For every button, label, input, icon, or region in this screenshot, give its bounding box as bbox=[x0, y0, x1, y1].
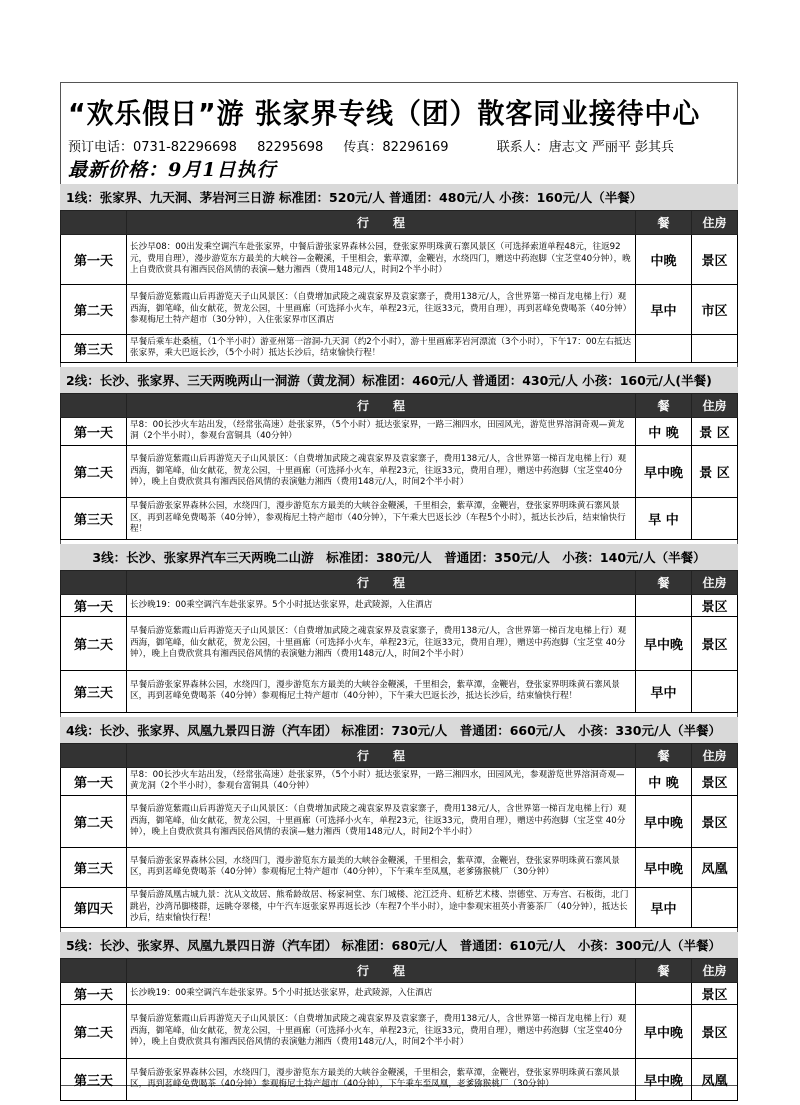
table-row bbox=[61, 670, 738, 712]
header-meal: 餐 bbox=[636, 743, 692, 767]
route-title: 5线：长沙、张家界、凤凰九景四日游（汽车团） 标准团：680元/人 普通团：610元/人 小孩：300元/人（半餐） bbox=[60, 932, 738, 958]
table-header-row bbox=[61, 743, 738, 767]
header-blank bbox=[61, 743, 127, 767]
meal-info: 早中晚 bbox=[636, 1058, 692, 1100]
itinerary-description: 长沙晚19：00乘空调汽车赴张家界。5个小时抵达张家界，赴武陵源，入住酒店 bbox=[127, 982, 636, 1004]
day-label: 第三天 bbox=[61, 335, 127, 363]
header-meal: 餐 bbox=[636, 393, 692, 417]
table-header-row bbox=[61, 393, 738, 417]
table-row bbox=[61, 982, 738, 1004]
page-title: “欢乐假日”游 张家界专线（团）散客同业接待中心 bbox=[68, 97, 701, 130]
table-row bbox=[61, 795, 738, 847]
accommodation: 景 区 bbox=[692, 445, 738, 497]
meal-info: 中晚 bbox=[636, 235, 692, 285]
meal-info: 早中 bbox=[636, 670, 692, 712]
accommodation bbox=[692, 335, 738, 363]
header-itinerary: 行 程 bbox=[127, 393, 636, 417]
table-row bbox=[61, 445, 738, 497]
day-label: 第三天 bbox=[61, 670, 127, 712]
day-label: 第三天 bbox=[61, 847, 127, 887]
itinerary-description: 早8：00长沙火车站出发，（经常张高速）赴张家界，（5个小时）抵达张家界，一路三湘四水，田园风光，参观游览世界溶洞奇观—黄龙洞（2个半小时），参观台富铜具（40分钟） bbox=[127, 767, 636, 795]
meal-info: 中 晚 bbox=[636, 417, 692, 445]
meal-info: 早中 bbox=[636, 285, 692, 335]
route-section bbox=[60, 367, 738, 540]
accommodation bbox=[692, 497, 738, 539]
meal-info: 早 中 bbox=[636, 497, 692, 539]
header-blank bbox=[61, 393, 127, 417]
meal-info bbox=[636, 594, 692, 616]
route-section bbox=[60, 544, 738, 713]
accommodation: 景区 bbox=[692, 594, 738, 616]
header-stay: 住房 bbox=[692, 743, 738, 767]
day-label: 第二天 bbox=[61, 1004, 127, 1058]
table-row bbox=[61, 594, 738, 616]
header-stay: 住房 bbox=[692, 958, 738, 982]
itinerary-description: 早餐后游张家界森林公园，水绕四门，漫步游览东方最美的大峡谷金鞭溪，千里相会，紫草潭，金鞭岩，登张家界明珠黄石寨风景区，再到茗峰免费喝茶（40分钟）参观梅尼土特产超市（40分钟），下午乘车至凤凰，老爹猕猴桃厂（30分钟） bbox=[127, 1058, 636, 1100]
header-itinerary: 行 程 bbox=[127, 958, 636, 982]
day-label: 第三天 bbox=[61, 1058, 127, 1100]
route-section bbox=[60, 717, 738, 928]
routes-list bbox=[60, 184, 738, 1105]
day-label: 第一天 bbox=[61, 982, 127, 1004]
day-label: 第二天 bbox=[61, 445, 127, 497]
meal-info bbox=[636, 982, 692, 1004]
accommodation: 景区 bbox=[692, 235, 738, 285]
table-row bbox=[61, 335, 738, 363]
itinerary-description: 早餐后乘车赴桑植，（1个半小时）游亚州第一溶洞-九天洞（约2个小时），游十里画廊茅岩河漂流（3个小时），下午17：00左右抵达张家界，乘大巴返长沙，（5个小时）抵达长沙后，结束愉快行程！ bbox=[127, 335, 636, 363]
table-row bbox=[61, 235, 738, 285]
route-title: 2线：长沙、张家界、三天两晚两山一洞游（黄龙洞）标准团：460元/人 普通团：430元/人 小孩：160元/人(半餐) bbox=[60, 367, 738, 393]
table-header-row bbox=[61, 958, 738, 982]
header bbox=[68, 92, 736, 182]
day-label: 第二天 bbox=[61, 616, 127, 670]
route-title: 3线：长沙、张家界汽车三天两晚二山游 标准团：380元/人 普通团：350元/人 小孩：140元/人（半餐） bbox=[60, 544, 738, 570]
meal-info: 早中晚 bbox=[636, 616, 692, 670]
accommodation: 景区 bbox=[692, 767, 738, 795]
header-blank bbox=[61, 570, 127, 594]
day-label: 第一天 bbox=[61, 767, 127, 795]
day-label: 第四天 bbox=[61, 887, 127, 927]
day-label: 第一天 bbox=[61, 235, 127, 285]
header-itinerary: 行 程 bbox=[127, 743, 636, 767]
table-row bbox=[61, 847, 738, 887]
itinerary-description: 早餐后游张家界森林公园，水绕四门，漫步游览东方最美的大峡谷金鞭溪，千里相会，紫草潭，金鞭岩，登张家界明珠黄石寨风景区，再到茗峰免费喝茶（40分钟）参观梅尼土特产超市（40分钟），下午乘大巴返长沙，抵达长沙后，结束愉快行程！ bbox=[127, 670, 636, 712]
itinerary-description: 长沙晚19：00乘空调汽车赴张家界。5个小时抵达张家界，赴武陵源，入住酒店 bbox=[127, 594, 636, 616]
header-meal: 餐 bbox=[636, 958, 692, 982]
route-title: 1线：张家界、九天洞、茅岩河三日游 标准团：520元/人 普通团：480元/人 小孩：160元/人（半餐） bbox=[60, 184, 738, 210]
accommodation: 景区 bbox=[692, 616, 738, 670]
contact-line bbox=[68, 136, 736, 155]
table-row bbox=[61, 497, 738, 539]
route-title: 4线：长沙、张家界、凤凰九景四日游（汽车团） 标准团：730元/人 普通团：660元/人 小孩：330元/人（半餐） bbox=[60, 717, 738, 743]
itinerary-description: 早餐后游凤凰古城九景：沈从文故居、熊希龄故居、杨家祠堂、东门城楼、沱江泛舟、虹桥艺术楼、崇德堂、万寿宫、石板街，北门跳岩，沙湾吊脚楼群，远眺夺翠楼，中午汽车返张家界再返长沙（车程7个半小时），途中参观宋祖英小背篓茶厂（40分钟），抵达长沙后，结束愉快行程！ bbox=[127, 887, 636, 927]
table-row bbox=[61, 417, 738, 445]
header-blank bbox=[61, 211, 127, 235]
table-row bbox=[61, 887, 738, 927]
itinerary-description: 早餐后游张家界森林公园，水绕四门，漫步游览东方最美的大峡谷金鞭溪，千里相会，紫草潭，金鞭岩，登张家界明珠黄石寨风景区，再到茗峰免费喝茶（40分钟），参观梅尼土特产超市（40分钟），下午乘大巴返长沙（车程5个小时），抵达长沙后，结束愉快行程！ bbox=[127, 497, 636, 539]
meal-info: 早中 bbox=[636, 887, 692, 927]
header-itinerary: 行 程 bbox=[127, 211, 636, 235]
price-notice: 最新价格：9月1日执行 bbox=[68, 159, 277, 181]
header-stay: 住房 bbox=[692, 211, 738, 235]
table-row bbox=[61, 285, 738, 335]
accommodation: 凤凰 bbox=[692, 847, 738, 887]
itinerary-description: 早8：00长沙火车站出发，（经常张高速）赴张家界，（5个小时）抵达张家界，一路三湘四水，田园风光，游览世界溶洞奇观—黄龙洞（2个半小时），参观台富铜具（40分钟） bbox=[127, 417, 636, 445]
meal-info bbox=[636, 335, 692, 363]
itinerary-description: 早餐后游览紫霞山后再游览天子山风景区：（自费增加武陵之魂袁家界及袁家寨子，费用138元/人，含世界第一梯百龙电梯上行）观西海，御笔峰，仙女献花，贺龙公园，十里画廊（可选择小火车，单程23元，往返33元，费用自理），赠送中药泡脚（宝芝堂40分钟），晚上自费欣赏具有湘西民俗风情的表演魅力湘西（费用148元/人，时间2个半小时） bbox=[127, 445, 636, 497]
day-label: 第一天 bbox=[61, 594, 127, 616]
accommodation bbox=[692, 887, 738, 927]
table-header-row bbox=[61, 211, 738, 235]
accommodation: 凤凰 bbox=[692, 1058, 738, 1100]
accommodation: 景区 bbox=[692, 1004, 738, 1058]
header-stay: 住房 bbox=[692, 570, 738, 594]
table-header-row bbox=[61, 570, 738, 594]
day-label: 第三天 bbox=[61, 497, 127, 539]
itinerary-table bbox=[60, 958, 738, 1101]
itinerary-description: 早餐后游览紫霞山后再游览天子山风景区：（自费增加武陵之魂袁家界及袁家寨子，费用138元/人，含世界第一梯百龙电梯上行）观西海，御笔峰，仙女献花，贺龙公园，十里画廊（可选择小火车，单程23元，往返33元，费用自理），赠送中药泡脚（宝芝堂 40分钟），晚上自费欣赏具有湘西民俗风情的表演—魅力湘西（费用148元/人，时间2个半小时） bbox=[127, 795, 636, 847]
table-row bbox=[61, 767, 738, 795]
meal-info: 早中晚 bbox=[636, 445, 692, 497]
day-label: 第二天 bbox=[61, 795, 127, 847]
header-meal: 餐 bbox=[636, 570, 692, 594]
itinerary-description: 早餐后游览紫霞山后再游览天子山风景区：（自费增加武陵之魂袁家界及袁家寨子，费用138元/人，含世界第一梯百龙电梯上行）观西海，御笔峰，仙女献花，贺龙公园，十里画廊（可选择小火车，单程23元，往返33元，费用自理），再到茗峰免费喝茶（40分钟）参观梅尼土特产超市（30分钟），入住张家界市区酒店 bbox=[127, 285, 636, 335]
route-section bbox=[60, 932, 738, 1101]
route-section bbox=[60, 184, 738, 363]
header-meal: 餐 bbox=[636, 211, 692, 235]
meal-info: 早中晚 bbox=[636, 847, 692, 887]
itinerary-table bbox=[60, 210, 738, 363]
accommodation: 景 区 bbox=[692, 417, 738, 445]
header-itinerary: 行 程 bbox=[127, 570, 636, 594]
itinerary-description: 早餐后游览紫霞山后再游览天子山风景区：（自费增加武陵之魂袁家界及袁家寨子，费用138元/人，含世界第一梯百龙电梯上行）观西海，御笔峰，仙女献花，贺龙公园，十里画廊（可选择小火车，单程23元，往返33元，费用自理），赠送中药泡脚（宝芝堂40分钟），晚上自费欣赏具有湘西民俗风情的表演魅力湘西（费用148元/人，时间2个半小时） bbox=[127, 1004, 636, 1058]
table-row bbox=[61, 1004, 738, 1058]
itinerary-description: 早餐后游张家界森林公园，水绕四门，漫步游览东方最美的大峡谷金鞭溪，千里相会，紫草潭，金鞭岩，登张家界明珠黄石寨风景区，再到茗峰免费喝茶（40分钟）参观梅尼土特产超市（40分钟），下午乘车至凤凰，老爹猕猴桃厂（30分钟） bbox=[127, 847, 636, 887]
meal-info: 早中晚 bbox=[636, 795, 692, 847]
phone-number-2: 82295698 bbox=[257, 140, 324, 155]
accommodation: 景区 bbox=[692, 795, 738, 847]
header-stay: 住房 bbox=[692, 393, 738, 417]
contact-persons: 联系人：唐志文 严丽平 彭其兵 bbox=[496, 140, 674, 155]
itinerary-table bbox=[60, 743, 738, 928]
day-label: 第一天 bbox=[61, 417, 127, 445]
itinerary-table bbox=[60, 570, 738, 713]
accommodation: 景区 bbox=[692, 982, 738, 1004]
phone-number: 预订电话：0731-82296698 bbox=[68, 140, 237, 155]
table-row bbox=[61, 1058, 738, 1100]
itinerary-table bbox=[60, 393, 738, 540]
meal-info: 中 晚 bbox=[636, 767, 692, 795]
day-label: 第二天 bbox=[61, 285, 127, 335]
itinerary-description: 早餐后游览紫霞山后再游览天子山风景区：（自费增加武陵之魂袁家界及袁家寨子，费用138元/人，含世界第一梯百龙电梯上行）观西海，御笔峰，仙女献花，贺龙公园，十里画廊（可选择小火车，单程23元，往返33元，费用自理），赠送中药泡脚（宝芝堂 40分钟），晚上自费欣赏具有湘西民俗风情的表演魅力湘西（费用148元/人，时间2个半小时） bbox=[127, 616, 636, 670]
accommodation bbox=[692, 670, 738, 712]
accommodation: 市区 bbox=[692, 285, 738, 335]
header-blank bbox=[61, 958, 127, 982]
itinerary-description: 长沙早08：00出发乘空调汽车赴张家界，中餐后游张家界森林公园，登张家界明珠黄石寨风景区（可选择索道单程48元，往返92元，费用自理），漫步游览东方最美的大峡谷—金鞭溪，千里相会，紫草潭，金鞭岩，水绕四门，赠送中药泡脚（宝芝堂40分钟），晚上自费欣赏具有湘西民俗风情的表演—魅力湘西（费用148元/人，时间2个半小时） bbox=[127, 235, 636, 285]
meal-info: 早中晚 bbox=[636, 1004, 692, 1058]
table-row bbox=[61, 616, 738, 670]
fax-number: 传真：82296169 bbox=[343, 140, 449, 155]
